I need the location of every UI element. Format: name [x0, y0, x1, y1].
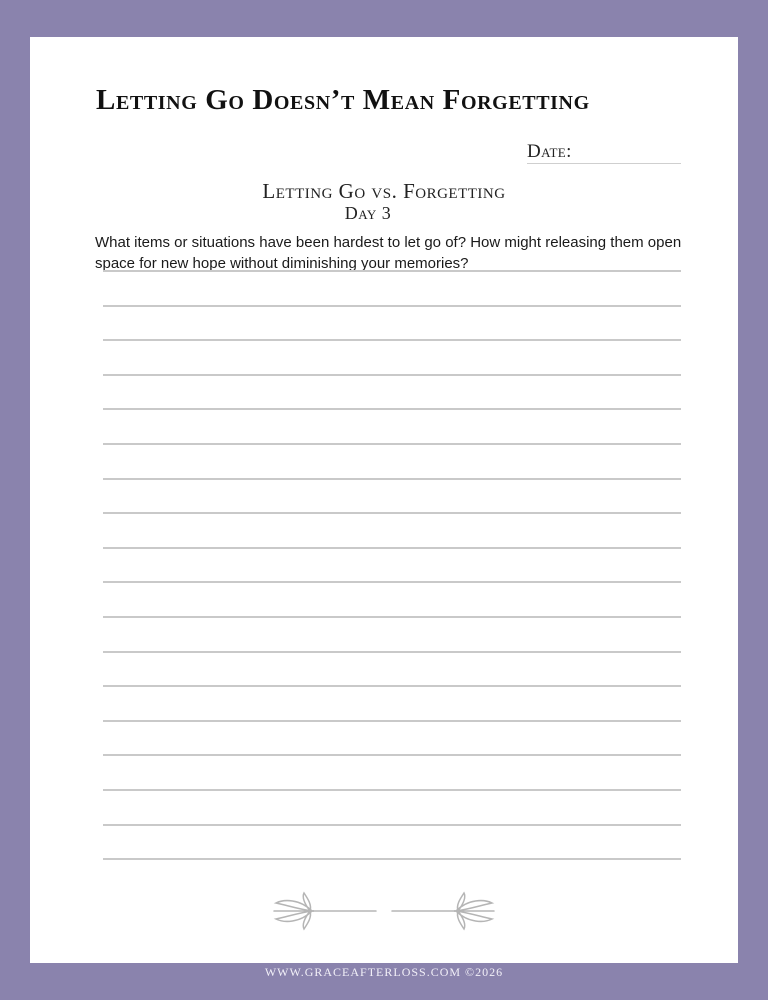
writing-line[interactable] [103, 547, 681, 549]
writing-line[interactable] [103, 616, 681, 618]
section-subtitle: Letting Go vs. Forgetting [262, 179, 506, 203]
date-label: Date: [527, 141, 572, 162]
writing-line[interactable] [103, 685, 681, 687]
writing-line[interactable] [103, 270, 681, 272]
writing-line[interactable] [103, 305, 681, 307]
writing-line[interactable] [103, 512, 681, 514]
day-label: Day 3 [344, 203, 392, 223]
writing-line[interactable] [103, 720, 681, 722]
date-field[interactable] [527, 141, 681, 164]
page-title: Letting Go Doesn’t Mean Forgetting [96, 84, 590, 116]
writing-line[interactable] [103, 374, 681, 376]
journal-prompt: What items or situations have been hardest to let go of? How might releasing them open space for new hope without diminishing your memories? [95, 234, 682, 272]
writing-lines[interactable] [103, 270, 681, 875]
writing-line[interactable] [103, 478, 681, 480]
worksheet-page [30, 37, 738, 963]
writing-line[interactable] [103, 443, 681, 445]
writing-line[interactable] [103, 581, 681, 583]
writing-line[interactable] [103, 651, 681, 653]
footer-website: WWW.GRACEAFTERLOSS.COM ©2026 [264, 965, 504, 979]
writing-line[interactable] [103, 789, 681, 791]
writing-line[interactable] [103, 858, 681, 860]
writing-line[interactable] [103, 339, 681, 341]
writing-line[interactable] [103, 754, 681, 756]
writing-line[interactable] [103, 824, 681, 826]
leaf-divider-icon [272, 891, 496, 931]
writing-line[interactable] [103, 408, 681, 410]
